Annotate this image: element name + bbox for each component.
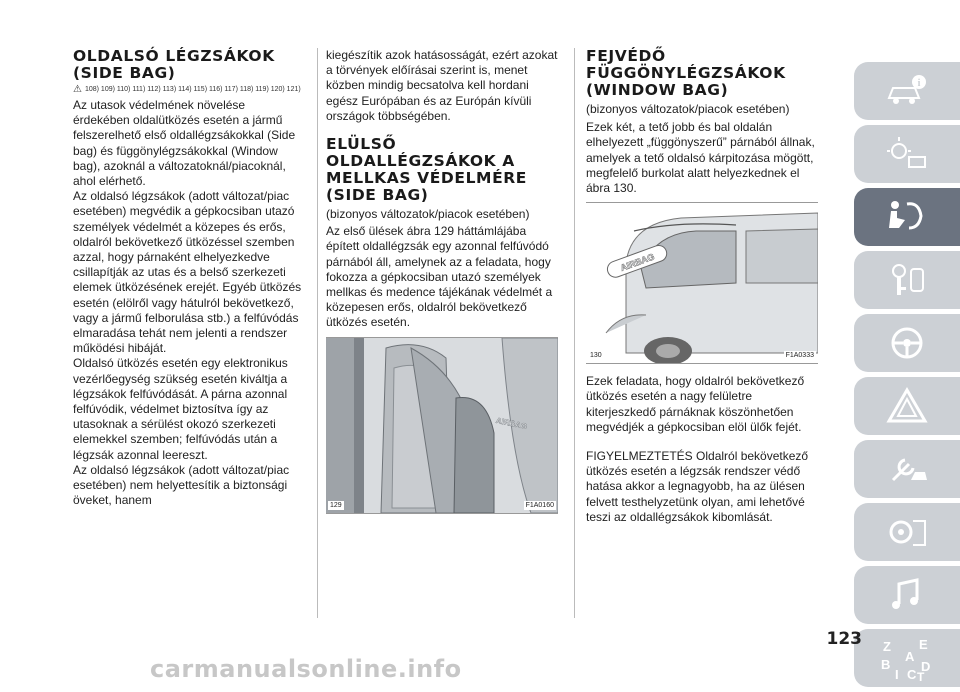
paragraph: Az oldalsó légzsákok (adott változat/piac esetében) megvédik a gépkocsiban utazó személyek védelmét a közepes és erős, oldalról bekövetkező ütközéssel szemben azzal, hogy párnaként elhelyezkedve csillapítják az utas és a belső szerkezeti elemek ütközésének erejét. Egyéb ütközés esetén (elölről vagy hátulról bekövetkező, vagy a jármű felborulása stb.) a felfúvódás elmaradása tehát nem jelenti a rendszer működési hibáját.: [73, 189, 302, 356]
index-letter: I: [895, 667, 899, 681]
figure-number: 130: [590, 352, 602, 360]
column-divider: [574, 48, 575, 618]
figure-129: [326, 337, 558, 514]
column-middle: [326, 48, 558, 514]
paragraph: Oldalsó ütközés esetén egy elektronikus vezérlőegység szükség esetén kiváltja a légzsákok felfúvódását. A párna azonnal felfúvódik, védelmet biztosítva így az utasoknak a sérülést okozó szerkezeti elemekkel szemben; felfúvódás után a légzsák azonnal leereszt.: [73, 356, 288, 462]
section-heading-window-bag: FEJVÉDŐ FÜGGÖNYLÉGZSÁKOK (WINDOW BAG): [586, 47, 786, 99]
tab-car-info[interactable]: [854, 62, 960, 120]
figure-number: 129: [330, 501, 342, 509]
index-letter: T: [917, 670, 925, 681]
tab-starting[interactable]: [854, 251, 960, 309]
warning-triangle-icon: [885, 387, 929, 425]
watermark[interactable]: carmanualsonline.info: [150, 655, 462, 683]
index-letter: D: [921, 659, 931, 674]
index-letter: E: [919, 637, 928, 652]
airbag-label: AIRBAG: [619, 251, 656, 274]
section-heading-front-side-bag: ELÜLSŐ OLDALLÉGZSÁKOK A MELLKAS VÉDELMÉRE (SIDE BAG): [326, 135, 527, 205]
technical-data-icon: [885, 513, 929, 551]
index-letter: A: [905, 649, 915, 664]
alphabet-index-icon: [877, 635, 937, 681]
seat-airbag-illustration: [326, 338, 558, 513]
paragraph: kiegészítik azok hatásosságát, ezért azokat a törvények előírásai szerint is, menet közben mindig becsatolva kell hordani egész Európában és az Európán kívüli országok többségében.: [326, 48, 558, 123]
tab-maintenance[interactable]: [854, 440, 960, 498]
svg-text:i: i: [917, 78, 921, 89]
paragraph: Ezek két, a tető jobb és bal oldalán elhelyezett „függönyszerű” párnából állnak, amelyek a tető oldalsó kárpitozása mögött, megfelelő burkolat alatt helyezkednek el ábra 130.: [586, 120, 815, 196]
dashboard-warning-icon: [885, 135, 929, 173]
paragraph: Az oldalsó légzsákok (adott változat/piac esetében) nem helyettesítik a biztonsági öveket, hanem: [73, 462, 290, 508]
section-subtitle: (bizonyos változatok/piacok esetében): [586, 102, 790, 116]
warning-references: [73, 85, 305, 95]
tab-dashboard[interactable]: [854, 125, 960, 183]
paragraph: Az első ülések ábra 129 háttámlájába épített oldallégzsák egy azonnal felfúvódó párnából áll, amelynek az a feladata, hogy fokozza a gépkocsiban utazó személyek mellkas és medence tájékának védelmét a közepesen erős, oldalról bekövetkező ütközés esetén.: [326, 224, 553, 330]
figure-code: F1A0160: [525, 501, 554, 509]
warning-paragraph: FIGYELMEZTETÉS Oldalról bekövetkező ütközés esetén a légzsák rendszer védő hatása akkor a legnagyobb, ha az ülésen felvett testhelyzetünk olyan, ami lehetővé teszi az oldallégzsákok kibomlását.: [586, 449, 809, 524]
key-ignition-icon: [885, 261, 929, 299]
section-heading-side-bag: OLDALSÓ LÉGZSÁKOK (SIDE BAG): [73, 47, 275, 82]
tab-index[interactable]: [854, 629, 960, 687]
paragraph: Az utasok védelmének növelése érdekében oldalütközés esetén a jármű felszerelhető első oldallégzsákokkal (Side bag) és függönylégzsákokkal (Window bag), azoknál a változatoknál/piacoknál, ahol elérhető.: [73, 98, 296, 189]
index-letter: C: [907, 667, 917, 681]
airbag-label: AIRBAG: [495, 415, 528, 431]
section-subtitle: (bizonyos változatok/piacok esetében): [326, 207, 530, 222]
index-letter: B: [881, 657, 891, 672]
multimedia-icon: [885, 576, 929, 614]
paragraph: Ezek feladata, hogy oldalról bekövetkező ütközés esetén a nagy felületre kiterjeszkedő párnáknak köszönhetően megvédjék a gépkocsiban elöl ülők fejét.: [586, 374, 805, 434]
column-left: [73, 48, 305, 508]
tab-multimedia[interactable]: [854, 566, 960, 624]
chapter-tabs: [854, 62, 960, 692]
figure-130: [586, 202, 818, 364]
column-divider: [317, 48, 318, 618]
column-right: [586, 48, 818, 525]
car-info-icon: [885, 72, 929, 110]
reference-numbers: 108) 109) 110) 111) 112) 113) 114) 115) 116) 117) 118) 119) 120) 121): [84, 86, 301, 93]
figure-code: F1A0333: [785, 352, 814, 360]
seat-airbag-icon: [885, 198, 929, 236]
tab-safety[interactable]: [854, 188, 960, 246]
warning-triangle-icon: ⚠: [73, 84, 82, 95]
van-airbag-illustration: [586, 203, 818, 363]
wrench-car-icon: [885, 450, 929, 488]
tab-technical-data[interactable]: [854, 503, 960, 561]
tab-emergency[interactable]: [854, 377, 960, 435]
tab-driving[interactable]: [854, 314, 960, 372]
page-number: 123: [826, 629, 862, 649]
steering-wheel-icon: [885, 324, 929, 362]
index-letter: Z: [883, 639, 891, 654]
